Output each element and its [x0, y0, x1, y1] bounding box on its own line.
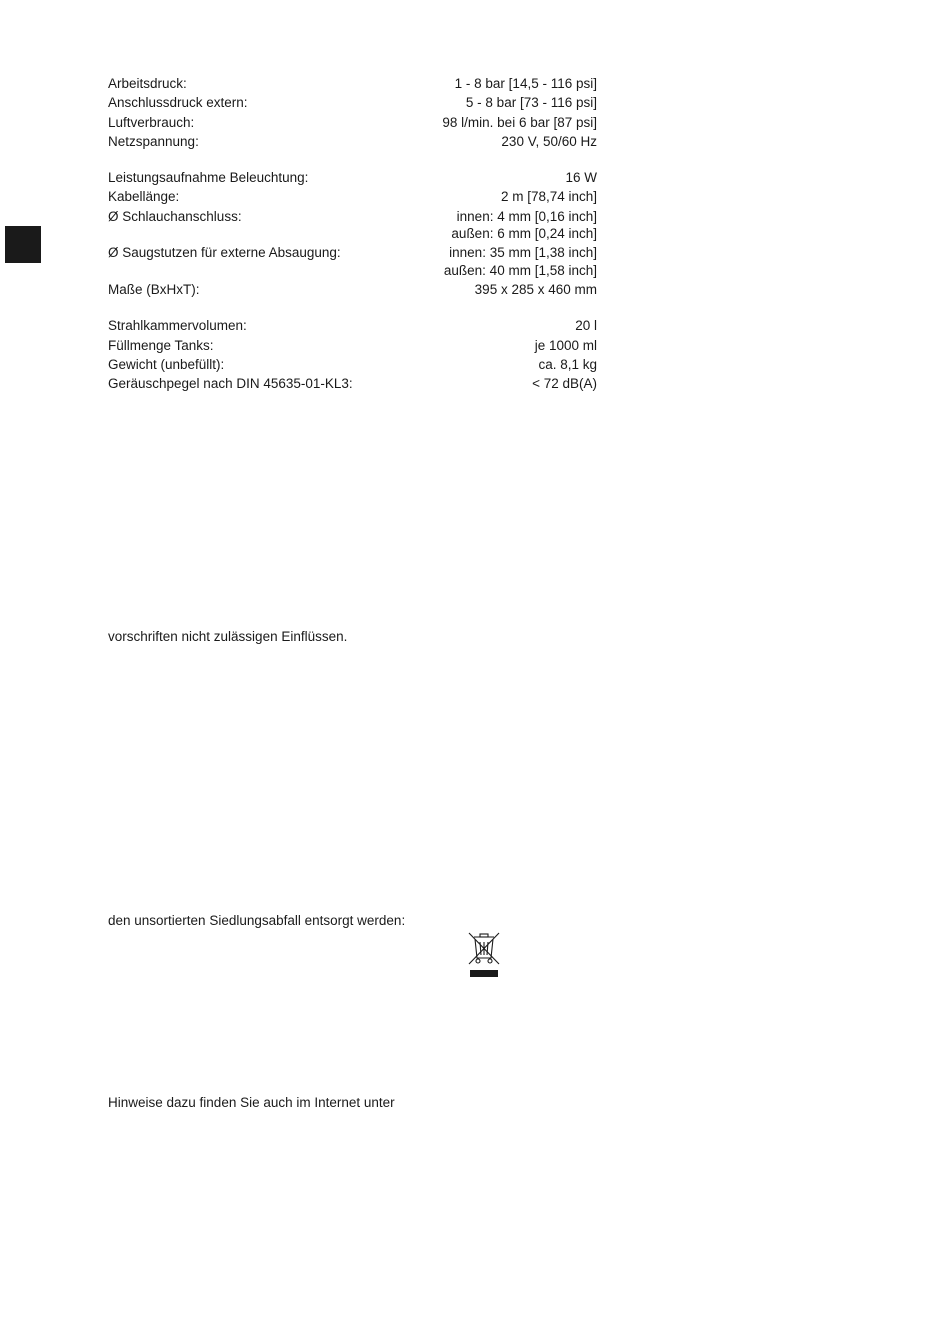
spec-value: < 72 dB(A) — [532, 376, 597, 392]
spec-value: 395 x 285 x 460 mm — [474, 281, 597, 297]
spec-label: Maße (BxHxT): — [108, 281, 200, 297]
spec-row-fuellmenge — [108, 336, 597, 355]
spec-row-kabellaenge — [108, 187, 597, 206]
spec-value: 16 W — [565, 170, 597, 186]
spec-row-gewicht — [108, 355, 597, 374]
side-tab-marker — [5, 226, 41, 263]
spec-value: innen: 4 mm [0,16 inch] — [456, 208, 597, 224]
spec-value: je 1000 ml — [534, 337, 597, 353]
crossed-out-wheelie-bin-icon — [466, 930, 502, 980]
spec-label: Gewicht (unbefüllt): — [108, 356, 225, 372]
spec-row-arbeitsdruck — [108, 74, 597, 93]
spec-label: Luftverbrauch: — [108, 114, 195, 130]
spec-label: Geräuschpegel nach DIN 45635-01-KL3: — [108, 376, 353, 392]
spec-table — [108, 74, 597, 393]
spec-label: Netzspannung: — [108, 133, 199, 149]
spec-row-netzspannung — [108, 132, 597, 151]
spec-label: Leistungsaufnahme Beleuchtung: — [108, 170, 309, 186]
spec-value: außen: 40 mm [1,58 inch] — [443, 262, 597, 278]
spec-label: Arbeitsdruck: — [108, 76, 187, 91]
spec-value: 5 - 8 bar [73 - 116 psi] — [465, 95, 597, 111]
spec-row-strahlkammer — [108, 316, 597, 335]
body-text-line: den unsortierten Siedlungsabfall entsorgt werden: — [108, 913, 406, 928]
spec-value: 230 V, 50/60 Hz — [501, 133, 597, 149]
spec-label: Kabellänge: — [108, 189, 180, 205]
spec-value: ca. 8,1 kg — [538, 356, 597, 372]
spec-value: außen: 6 mm [0,24 inch] — [451, 226, 597, 242]
spec-label: Ø Saugstutzen für externe Absaugung: — [108, 245, 341, 261]
spec-row-saugstutzen-cont — [108, 261, 597, 280]
spec-row-masse — [108, 280, 597, 299]
body-text-line: Hinweise dazu finden Sie auch im Internet unter — [108, 1095, 395, 1110]
spec-row-anschlussdruck — [108, 93, 597, 112]
spec-value: 20 l — [575, 318, 597, 334]
spec-value: 2 m [78,74 inch] — [500, 189, 597, 205]
spec-label: Anschlussdruck extern: — [108, 95, 248, 111]
spec-row-geraeusch — [108, 374, 597, 393]
spec-row-schlauch-cont — [108, 224, 597, 243]
body-text-line: vorschriften nicht zulässigen Einflüssen. — [108, 629, 348, 644]
spec-value: 98 l/min. bei 6 bar [87 psi] — [442, 114, 597, 130]
spec-value: 1 - 8 bar [14,5 - 116 psi] — [454, 76, 597, 91]
spec-label: Füllmenge Tanks: — [108, 337, 214, 353]
spec-row-luftverbrauch — [108, 113, 597, 132]
spec-value: innen: 35 mm [1,38 inch] — [449, 245, 597, 261]
spec-row-leistung — [108, 168, 597, 187]
spec-label: Strahlkammervolumen: — [108, 318, 247, 334]
spec-label: Ø Schlauchanschluss: — [108, 208, 242, 224]
